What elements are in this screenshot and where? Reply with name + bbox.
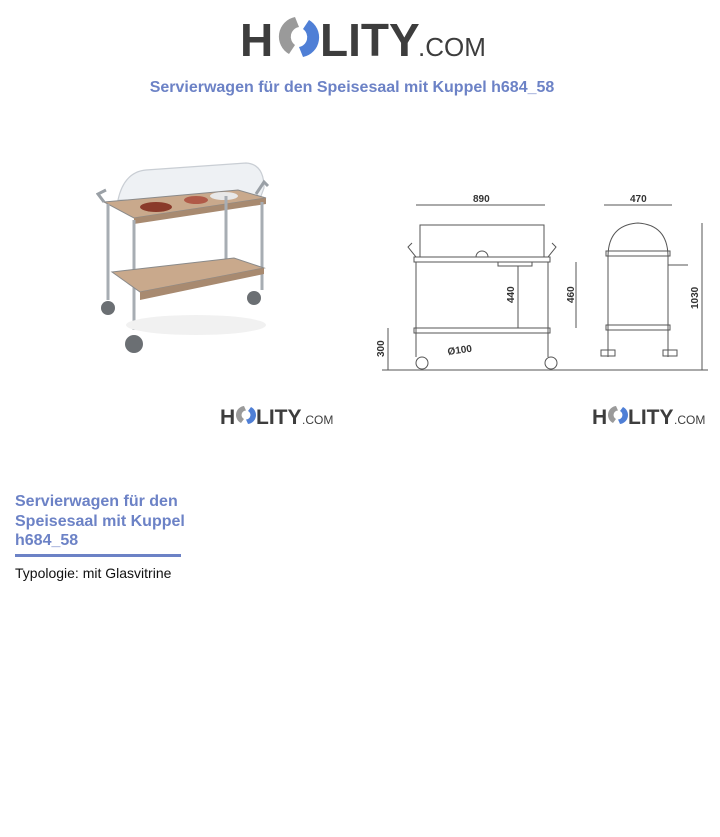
holity-watermark-logo: [592, 402, 710, 430]
svg-text:LITY: LITY: [628, 406, 674, 429]
logo-ring-icon: [608, 406, 628, 424]
svg-text:.COM: .COM: [674, 413, 706, 427]
page-title: Servierwagen für den Speisesaal mit Kuppel h684_58: [149, 79, 555, 96]
logo-suffix: .COM: [418, 32, 485, 62]
svg-text:H: H: [592, 406, 608, 429]
logo-ring-icon: [279, 17, 319, 57]
product-heading: Servierwagen für den Speisesaal mit Kuppel h684_58: [15, 493, 185, 549]
logo-ring-icon: [236, 406, 256, 424]
svg-text:LITY: LITY: [256, 406, 302, 429]
typology-label: Typologie: mit Glasvitrine: [15, 565, 172, 581]
technical-drawing: [368, 185, 712, 380]
dim-total-height: 1030: [690, 286, 701, 309]
dim-lower-shelf-height: 300: [376, 340, 387, 357]
product-photo: [96, 160, 274, 365]
dim-width: 890: [473, 194, 490, 205]
svg-text:H: H: [220, 406, 236, 429]
dim-shelf-gap-inner: 440: [506, 286, 517, 303]
logo-wordmark: LITY: [320, 14, 420, 64]
svg-text:.COM: .COM: [302, 413, 334, 427]
holity-watermark-logo: [220, 402, 338, 430]
logo-letter-h: H: [240, 14, 274, 64]
heading-divider: [15, 554, 181, 557]
dim-wheel-diameter: Ø100: [446, 343, 473, 358]
dim-shelf-gap-outer: 460: [566, 286, 577, 303]
holity-logo[interactable]: [240, 12, 485, 64]
dim-depth: 470: [630, 194, 647, 205]
